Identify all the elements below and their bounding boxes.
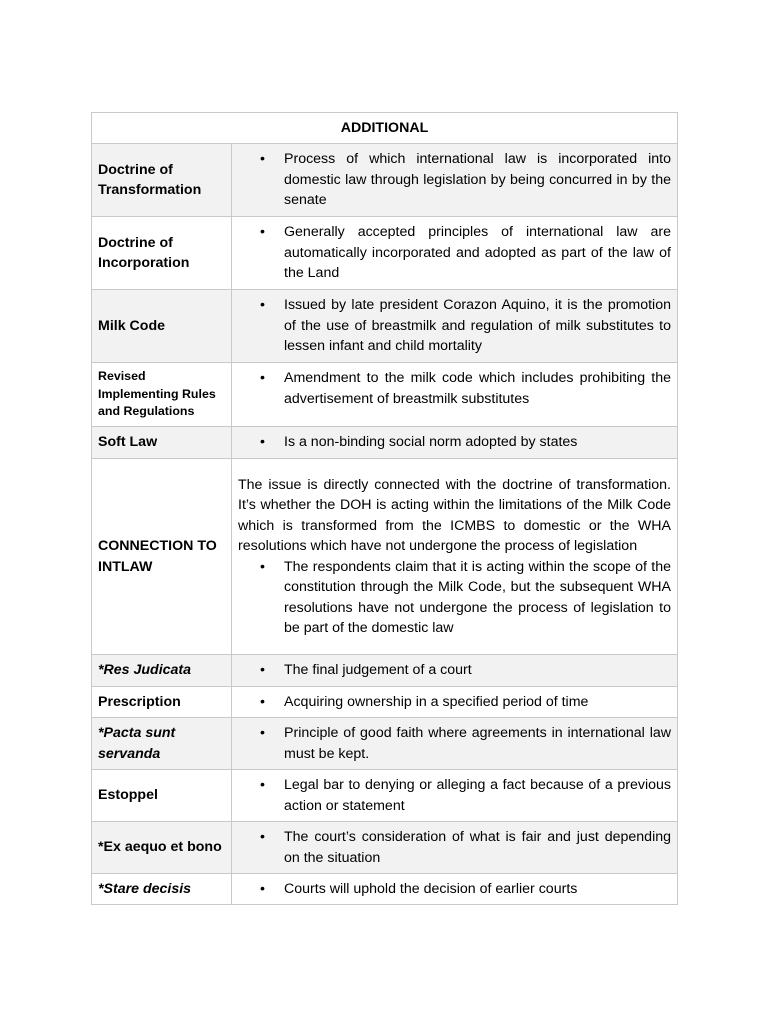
definition-cell <box>232 874 678 905</box>
definition-cell <box>232 290 678 363</box>
definition-cell <box>232 459 678 655</box>
bullet-item: • The court’s consideration of what is fair and just depending on the situation <box>238 827 671 868</box>
definitions-table <box>91 112 678 905</box>
table-header-row <box>92 113 678 144</box>
term-connection-to-intlaw: CONNECTION TO INTLAW <box>92 459 232 655</box>
definition-cell <box>232 687 678 718</box>
table-row <box>92 217 678 290</box>
bullet-item: • Acquiring ownership in a specified period of time <box>238 692 671 713</box>
table-row <box>92 459 678 655</box>
term-revised-irr: Revised Implementing Rules and Regulations <box>92 363 232 427</box>
term-estoppel: Estoppel <box>92 770 232 822</box>
table-row <box>92 687 678 718</box>
table-row <box>92 770 678 822</box>
term-milk-code: Milk Code <box>92 290 232 363</box>
definition-cell <box>232 770 678 822</box>
bullet-item: • Process of which international law is incorporated into domestic law through legislation by being concurred in by the senate <box>238 149 671 211</box>
term-doctrine-of-transformation: Doctrine of Transformation <box>92 144 232 217</box>
table-row <box>92 427 678 459</box>
bullet-item: • Issued by late president Corazon Aquino, it is the promotion of the use of breastmilk and regulation of milk substitutes to lessen infant and child mortality <box>238 295 671 357</box>
term-res-judicata: *Res Judicata <box>92 655 232 687</box>
definition-cell <box>232 144 678 217</box>
term-stare-decisis: *Stare decisis <box>92 874 232 905</box>
bullet-item: • Principle of good faith where agreements in international law must be kept. <box>238 723 671 764</box>
table-row <box>92 290 678 363</box>
definition-cell <box>232 718 678 770</box>
connection-paragraph: The issue is directly connected with the doctrine of transformation. It’s whether the DOH is acting within the limitations of the Milk Code which is transformed from the ICMBS to domestic or the WHA resolutions which have not undergone the process of legislation <box>238 476 671 554</box>
bullet-item: • Amendment to the milk code which includes prohibiting the advertisement of breastmilk substitutes <box>238 368 671 409</box>
term-ex-aequo-et-bono: *Ex aequo et bono <box>92 822 232 874</box>
definition-cell <box>232 822 678 874</box>
term-doctrine-of-incorporation: Doctrine of Incorporation <box>92 217 232 290</box>
definition-cell <box>232 217 678 290</box>
term-soft-law: Soft Law <box>92 427 232 459</box>
table-row <box>92 144 678 217</box>
bullet-item: • Is a non-binding social norm adopted by states <box>238 432 671 453</box>
bullet-item: • Courts will uphold the decision of earlier courts <box>238 879 671 900</box>
table-header: ADDITIONAL <box>92 113 678 144</box>
bullet-item: • Legal bar to denying or alleging a fact because of a previous action or statement <box>238 775 671 816</box>
table-row <box>92 822 678 874</box>
definition-cell <box>232 655 678 687</box>
table-row <box>92 363 678 427</box>
table-row <box>92 874 678 905</box>
term-pacta-sunt-servanda: *Pacta sunt servanda <box>92 718 232 770</box>
table-row <box>92 718 678 770</box>
definition-cell <box>232 363 678 427</box>
definition-cell <box>232 427 678 459</box>
term-prescription: Prescription <box>92 687 232 718</box>
bullet-item: • Generally accepted principles of international law are automatically incorporated and adopted as part of the law of the Land <box>238 222 671 284</box>
table-row <box>92 655 678 687</box>
bullet-item: • The final judgement of a court <box>238 660 671 681</box>
bullet-item: • The respondents claim that it is acting within the scope of the constitution through the Milk Code, but the subsequent WHA resolutions have not undergone the process of legislation to be part of the domestic law <box>238 557 671 639</box>
